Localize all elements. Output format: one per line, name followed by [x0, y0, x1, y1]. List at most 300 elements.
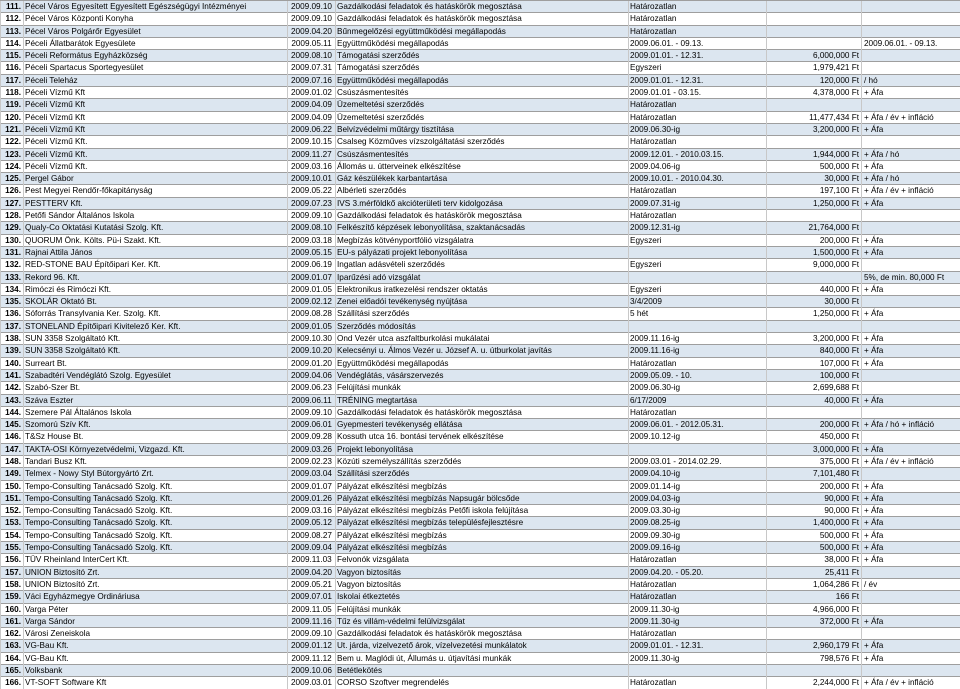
row-amount-suffix: + Áfa / év + infláció [862, 677, 960, 689]
row-period: Határozatlan [629, 406, 767, 418]
table-body [1, 1, 960, 689]
row-period [629, 271, 767, 283]
table-row [1, 173, 960, 185]
row-subject: Ingatlan adásvételi szerződés [336, 259, 629, 271]
row-amount-suffix [862, 259, 960, 271]
row-amount: 9,000,000 Ft [767, 259, 862, 271]
row-subject: Iskolai étkeztetés [336, 591, 629, 603]
row-amount: 40,000 Ft [767, 394, 862, 406]
row-subject: Kossuth utca 16. bontási tervének elkészítése [336, 431, 629, 443]
row-subject: Gáz készülékek karbantartása [336, 173, 629, 185]
row-amount: 200,000 Ft [767, 480, 862, 492]
row-amount: 840,000 Ft [767, 345, 862, 357]
row-date: 2009.07.16 [288, 74, 336, 86]
row-partner-name: VT-SOFT Software Kft [24, 677, 288, 689]
row-subject: Felújítási munkák [336, 382, 629, 394]
table-row [1, 566, 960, 578]
row-partner-name: Péceli Református Egyházközség [24, 50, 288, 62]
row-date: 2009.05.15 [288, 246, 336, 258]
row-period [629, 443, 767, 455]
row-subject: Albérleti szerződés [336, 185, 629, 197]
row-amount-suffix [862, 210, 960, 222]
row-amount: 30,000 Ft [767, 296, 862, 308]
row-number: 163. [1, 640, 24, 652]
table-row [1, 640, 960, 652]
row-amount [767, 271, 862, 283]
table-row [1, 468, 960, 480]
row-period: 2009.01.14-ig [629, 480, 767, 492]
row-date: 2009.04.20 [288, 566, 336, 578]
table-row [1, 578, 960, 590]
row-amount: 798,576 Ft [767, 652, 862, 664]
row-partner-name: Tandari Busz Kft. [24, 455, 288, 467]
row-number: 143. [1, 394, 24, 406]
row-subject: Támogatási szerződés [336, 62, 629, 74]
row-number: 112. [1, 13, 24, 25]
row-number: 114. [1, 37, 24, 49]
row-amount-suffix [862, 591, 960, 603]
row-date: 2009.01.05 [288, 283, 336, 295]
row-period: 2009.09.16-ig [629, 542, 767, 554]
row-number: 125. [1, 173, 24, 185]
row-partner-name: Váci Egyházmegye Ordináriusa [24, 591, 288, 603]
row-date: 2009.11.12 [288, 652, 336, 664]
row-period: Határozatlan [629, 554, 767, 566]
row-subject: Felkészítő képzések lebonyolítása, szaktanácsadás [336, 222, 629, 234]
row-amount: 200,000 Ft [767, 234, 862, 246]
row-partner-name: Volksbank [24, 665, 288, 677]
row-number: 162. [1, 628, 24, 640]
row-subject: CORSO Szoftver megrendelés [336, 677, 629, 689]
row-amount: 90,000 Ft [767, 505, 862, 517]
row-subject: Közúti személyszállítás szerződés [336, 455, 629, 467]
row-amount: 25,411 Ft [767, 566, 862, 578]
row-subject: Csúszásmentesítés [336, 87, 629, 99]
row-date: 2009.03.16 [288, 505, 336, 517]
row-date: 2009.11.05 [288, 603, 336, 615]
row-period: Határozatlan [629, 677, 767, 689]
row-amount: 11,477,434 Ft [767, 111, 862, 123]
row-amount-suffix [862, 628, 960, 640]
row-amount-suffix: + Áfa [862, 197, 960, 209]
row-amount [767, 320, 862, 332]
row-amount-suffix: / év [862, 578, 960, 590]
row-amount: 2,244,000 Ft [767, 677, 862, 689]
row-amount-suffix [862, 13, 960, 25]
row-number: 134. [1, 283, 24, 295]
row-partner-name: Péceli Vízmű Kft [24, 87, 288, 99]
row-subject: Pályázat elkészítési megbízás [336, 542, 629, 554]
row-amount: 375,000 Ft [767, 455, 862, 467]
row-amount-suffix: + Áfa [862, 160, 960, 172]
row-partner-name: Városi Zeneiskola [24, 628, 288, 640]
table-row [1, 603, 960, 615]
row-date: 2009.01.12 [288, 640, 336, 652]
row-partner-name: Péceli Vízmű Kft. [24, 160, 288, 172]
row-period: 2009.04.20. - 05.20. [629, 566, 767, 578]
table-row [1, 554, 960, 566]
row-subject: Zenei előadói tevékenység nyújtása [336, 296, 629, 308]
table-row [1, 62, 960, 74]
row-number: 152. [1, 505, 24, 517]
row-number: 146. [1, 431, 24, 443]
row-date: 2009.11.16 [288, 615, 336, 627]
row-date: 2009.07.23 [288, 197, 336, 209]
row-subject: Ut. járda, vizelvezető árok, vízelvezetési munkálatok [336, 640, 629, 652]
row-period: 2009.04.10-ig [629, 468, 767, 480]
row-partner-name: Pécel Város Egyesített Egyesített Egészségügyi Intézményei [24, 1, 288, 13]
table-row [1, 160, 960, 172]
row-amount: 500,000 Ft [767, 529, 862, 541]
table-row [1, 406, 960, 418]
row-amount [767, 136, 862, 148]
row-partner-name: Péceli Állatbarátok Egyesülete [24, 37, 288, 49]
row-partner-name: QUORUM Önk. Költs. Pü-i Szakt. Kft. [24, 234, 288, 246]
table-row [1, 50, 960, 62]
row-amount: 38,000 Ft [767, 554, 862, 566]
row-period: Egyszeri [629, 283, 767, 295]
row-date: 2009.03.04 [288, 468, 336, 480]
row-partner-name: Tempo-Consulting Tanácsadó Szolg. Kft. [24, 529, 288, 541]
table-row [1, 246, 960, 258]
row-period: 2009.11.16-ig [629, 345, 767, 357]
row-date: 2009.10.30 [288, 333, 336, 345]
row-date: 2009.02.12 [288, 296, 336, 308]
row-amount-suffix: + Áfa [862, 308, 960, 320]
table-row [1, 111, 960, 123]
table-row [1, 443, 960, 455]
row-number: 150. [1, 480, 24, 492]
row-partner-name: T&Sz House Bt. [24, 431, 288, 443]
row-amount: 107,000 Ft [767, 357, 862, 369]
row-amount [767, 406, 862, 418]
row-subject: Gyepmesteri tevékenység ellátása [336, 419, 629, 431]
row-partner-name: Rimóczi és Rimóczi Kft. [24, 283, 288, 295]
row-number: 133. [1, 271, 24, 283]
row-period: 2009.03.01 - 2014.02.29. [629, 455, 767, 467]
table-row [1, 259, 960, 271]
row-subject: Felújítási munkák [336, 603, 629, 615]
row-partner-name: Pest Megyei Rendőr-főkapitányság [24, 185, 288, 197]
row-number: 151. [1, 492, 24, 504]
row-period [629, 320, 767, 332]
row-amount: 3,000,000 Ft [767, 443, 862, 455]
row-period: 2009.06.30-ig [629, 382, 767, 394]
row-amount-suffix: + Áfa [862, 333, 960, 345]
row-date: 2009.09.10 [288, 1, 336, 13]
row-number: 139. [1, 345, 24, 357]
row-amount-suffix [862, 566, 960, 578]
row-partner-name: Telmex - Nowy Styl Bútorgyártó Zrt. [24, 468, 288, 480]
table-row [1, 357, 960, 369]
row-number: 155. [1, 542, 24, 554]
row-amount-suffix: + Áfa [862, 443, 960, 455]
row-amount-suffix: + Áfa [862, 345, 960, 357]
row-subject: Elektronikus iratkezelési rendszer oktatás [336, 283, 629, 295]
table-row [1, 333, 960, 345]
table-row [1, 13, 960, 25]
row-number: 142. [1, 382, 24, 394]
table-row [1, 210, 960, 222]
row-date: 2009.11.03 [288, 554, 336, 566]
row-amount: 7,101,480 Ft [767, 468, 862, 480]
row-date: 2009.07.01 [288, 591, 336, 603]
row-subject: Tűz és villám-védelmi felülvizsgálat [336, 615, 629, 627]
row-amount-suffix: + Áfa [862, 652, 960, 664]
row-amount: 500,000 Ft [767, 160, 862, 172]
row-amount: 90,000 Ft [767, 492, 862, 504]
row-number: 120. [1, 111, 24, 123]
row-period: 2009.08.25-ig [629, 517, 767, 529]
row-period: 2009.09.30-ig [629, 529, 767, 541]
row-amount-suffix: + Áfa [862, 615, 960, 627]
row-subject: Vagyon biztosítás [336, 578, 629, 590]
row-number: 136. [1, 308, 24, 320]
row-amount-suffix [862, 1, 960, 13]
row-date: 2009.08.10 [288, 50, 336, 62]
row-partner-name: UNION Biztosító Zrt. [24, 566, 288, 578]
row-date: 2009.10.06 [288, 665, 336, 677]
row-subject: Szállítási szerződés [336, 308, 629, 320]
row-period: Határozatlan [629, 99, 767, 111]
row-number: 130. [1, 234, 24, 246]
row-number: 132. [1, 259, 24, 271]
row-subject: Gazdálkodási feladatok és hatáskörök megosztása [336, 628, 629, 640]
row-date: 2009.05.21 [288, 578, 336, 590]
table-row [1, 677, 960, 689]
table-row [1, 529, 960, 541]
row-date: 2009.08.10 [288, 222, 336, 234]
row-partner-name: Rajnai Attila János [24, 246, 288, 258]
row-date: 2009.03.01 [288, 677, 336, 689]
row-subject: Együttműködési megállapodás [336, 74, 629, 86]
row-subject: EU-s pályázati projekt lebonyolítása [336, 246, 629, 258]
row-amount: 500,000 Ft [767, 542, 862, 554]
row-partner-name: SUN 3358 Szolgáltató Kft. [24, 345, 288, 357]
table-row [1, 308, 960, 320]
row-partner-name: SUN 3358 Szolgáltató Kft. [24, 333, 288, 345]
table-row [1, 480, 960, 492]
row-period: Határozatlan [629, 357, 767, 369]
table-row [1, 419, 960, 431]
row-subject: Belvízvédelmi műtárgy tisztítása [336, 123, 629, 135]
row-subject: Felvonók vizsgálata [336, 554, 629, 566]
row-subject: Vagyon biztosítás [336, 566, 629, 578]
row-number: 149. [1, 468, 24, 480]
row-number: 157. [1, 566, 24, 578]
row-amount [767, 37, 862, 49]
row-amount-suffix: + Áfa [862, 529, 960, 541]
row-amount: 197,100 Ft [767, 185, 862, 197]
row-partner-name: Péceli Vízmű Kft. [24, 136, 288, 148]
table-row [1, 222, 960, 234]
row-period: 2009.03.30-ig [629, 505, 767, 517]
row-amount-suffix [862, 468, 960, 480]
row-amount-suffix: + Áfa / év + infláció [862, 185, 960, 197]
row-date: 2009.01.05 [288, 320, 336, 332]
row-amount: 2,960,179 Ft [767, 640, 862, 652]
row-period: Határozatlan [629, 1, 767, 13]
row-amount-suffix [862, 136, 960, 148]
row-amount: 1,064,286 Ft [767, 578, 862, 590]
row-subject: Gazdálkodási feladatok és hatáskörök megosztása [336, 1, 629, 13]
row-date: 2009.10.20 [288, 345, 336, 357]
row-number: 145. [1, 419, 24, 431]
row-amount-suffix [862, 603, 960, 615]
row-number: 166. [1, 677, 24, 689]
row-number: 119. [1, 99, 24, 111]
row-period: 2009.01.01. - 12.31. [629, 50, 767, 62]
row-period: 6/17/2009 [629, 394, 767, 406]
row-subject: Csúszásmentesítés [336, 148, 629, 160]
row-period: Egyszeri [629, 259, 767, 271]
row-subject: Projekt lebonyolítása [336, 443, 629, 455]
row-date: 2009.08.28 [288, 308, 336, 320]
row-subject: Bem u. Maglódi út, Állumás u. útjavítási munkák [336, 652, 629, 664]
row-partner-name: Varga Sándor [24, 615, 288, 627]
row-amount: 30,000 Ft [767, 173, 862, 185]
row-partner-name: Tempo-Consulting Tanácsadó Szolg. Kft. [24, 517, 288, 529]
table-row [1, 320, 960, 332]
table-row [1, 628, 960, 640]
row-date: 2009.04.09 [288, 99, 336, 111]
table-row [1, 1, 960, 13]
row-amount: 4,378,000 Ft [767, 87, 862, 99]
row-number: 156. [1, 554, 24, 566]
row-number: 148. [1, 455, 24, 467]
row-period: Határozatlan [629, 591, 767, 603]
row-partner-name: Péceli Vízmű Kft [24, 99, 288, 111]
table-row [1, 652, 960, 664]
row-number: 154. [1, 529, 24, 541]
row-partner-name: Qualy-Co Oktatási Kutatási Szolg. Kft. [24, 222, 288, 234]
row-subject: Szerződés módosítás [336, 320, 629, 332]
row-partner-name: VG-Bau Kft. [24, 640, 288, 652]
row-date: 2009.09.28 [288, 431, 336, 443]
row-amount-suffix: + Áfa [862, 283, 960, 295]
table-row [1, 382, 960, 394]
row-subject: Szállítási szerződés [336, 468, 629, 480]
table-row [1, 99, 960, 111]
row-amount-suffix: + Áfa [862, 357, 960, 369]
row-date: 2009.06.11 [288, 394, 336, 406]
row-amount: 4,966,000 Ft [767, 603, 862, 615]
row-date: 2009.03.26 [288, 443, 336, 455]
row-amount: 1,979,421 Ft [767, 62, 862, 74]
row-amount-suffix [862, 50, 960, 62]
row-date: 2009.06.19 [288, 259, 336, 271]
row-period: Határozatlan [629, 210, 767, 222]
row-partner-name: Péceli Vízmű Kft. [24, 148, 288, 160]
row-number: 147. [1, 443, 24, 455]
row-date: 2009.05.22 [288, 185, 336, 197]
row-subject: Vendéglátás, vásárszervezés [336, 369, 629, 381]
row-partner-name: TAKTA-OSI Környezetvédelmi, Vizgazd. Kft. [24, 443, 288, 455]
row-partner-name: Szemere Pál Általános Iskola [24, 406, 288, 418]
row-amount-suffix [862, 431, 960, 443]
row-amount-suffix [862, 406, 960, 418]
row-period: 2009.06.01. - 09.13. [629, 37, 767, 49]
row-amount: 3,200,000 Ft [767, 333, 862, 345]
row-period: 2009.04.03-ig [629, 492, 767, 504]
row-period: 2009.01.01 - 03.15. [629, 87, 767, 99]
row-period: 2009.11.30-ig [629, 652, 767, 664]
row-amount: 21,764,000 Ft [767, 222, 862, 234]
row-amount-suffix: + Áfa [862, 394, 960, 406]
row-partner-name: PESTTERV Kft. [24, 197, 288, 209]
row-number: 137. [1, 320, 24, 332]
row-period: Egyszeri [629, 234, 767, 246]
row-amount [767, 628, 862, 640]
row-period: 2009.01.01. - 12.31. [629, 74, 767, 86]
table-row [1, 505, 960, 517]
row-subject: Állomás u. útterveinek elkészítése [336, 160, 629, 172]
row-period: 2009.11.30-ig [629, 603, 767, 615]
row-subject: Iparűzési adó vizsgálat [336, 271, 629, 283]
row-number: 138. [1, 333, 24, 345]
row-partner-name: Száva Eszter [24, 394, 288, 406]
row-subject: Pályázat elkészítési megbízás Petőfi iskola felújítása [336, 505, 629, 517]
row-date: 2009.10.15 [288, 136, 336, 148]
table-row [1, 492, 960, 504]
table-row [1, 394, 960, 406]
row-amount: 1,250,000 Ft [767, 197, 862, 209]
row-partner-name: Varga Péter [24, 603, 288, 615]
table-row [1, 283, 960, 295]
row-subject: Csalseg Közműves vízszolgáltatási szerződés [336, 136, 629, 148]
row-period: Határozatlan [629, 13, 767, 25]
row-number: 164. [1, 652, 24, 664]
row-period: Határozatlan [629, 185, 767, 197]
row-amount-suffix [862, 62, 960, 74]
row-amount-suffix: + Áfa [862, 492, 960, 504]
row-number: 126. [1, 185, 24, 197]
row-amount-suffix: 2009.06.01. - 09.13. [862, 37, 960, 49]
row-number: 131. [1, 246, 24, 258]
row-amount: 166 Ft [767, 591, 862, 603]
table-row [1, 123, 960, 135]
row-period: Határozatlan [629, 111, 767, 123]
row-number: 160. [1, 603, 24, 615]
row-period: 2009.07.31-ig [629, 197, 767, 209]
row-number: 161. [1, 615, 24, 627]
table-row [1, 148, 960, 160]
row-subject: Pályázat elkészítési megbízás Napsugár bölcsőde [336, 492, 629, 504]
row-date: 2009.01.07 [288, 271, 336, 283]
row-date: 2009.06.22 [288, 123, 336, 135]
row-subject: IVS 3.mérföldkő akcióterületi terv kidolgozása [336, 197, 629, 209]
table-row [1, 136, 960, 148]
row-date: 2009.10.01 [288, 173, 336, 185]
row-period: 2009.01.01. - 12.31. [629, 640, 767, 652]
row-partner-name: Petőfi Sándor Általános Iskola [24, 210, 288, 222]
row-amount: 440,000 Ft [767, 283, 862, 295]
row-number: 116. [1, 62, 24, 74]
row-partner-name: Surreart Bt. [24, 357, 288, 369]
row-period: 2009.12.31-ig [629, 222, 767, 234]
table-row [1, 615, 960, 627]
row-amount-suffix: + Áfa [862, 640, 960, 652]
row-number: 165. [1, 665, 24, 677]
row-partner-name: Tempo-Consulting Tanácsadó Szolg. Kft. [24, 542, 288, 554]
row-number: 123. [1, 148, 24, 160]
row-partner-name: Péceli Teleház [24, 74, 288, 86]
row-amount: 1,400,000 Ft [767, 517, 862, 529]
row-amount: 372,000 Ft [767, 615, 862, 627]
row-amount: 1,250,000 Ft [767, 308, 862, 320]
row-amount [767, 25, 862, 37]
row-subject: Együttműködési megállapodás [336, 357, 629, 369]
